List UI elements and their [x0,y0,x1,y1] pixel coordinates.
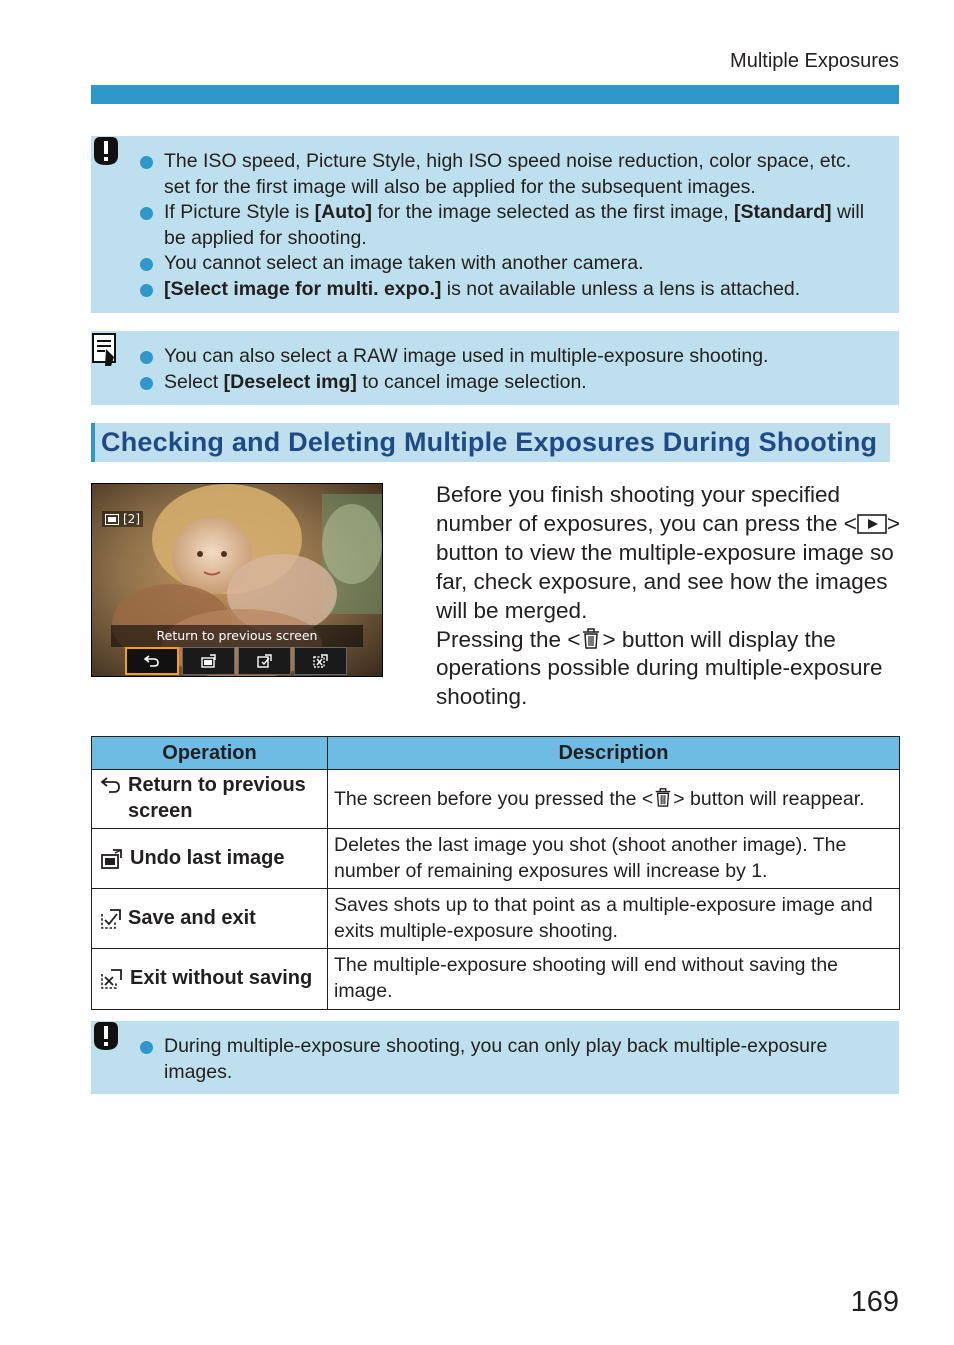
camera-screen-image [91,483,383,677]
memo-box [91,331,899,405]
table-row [92,770,900,829]
description-cell: The multiple-exposure shooting will end without saving the image. [328,949,900,1009]
caution-list [138,1034,878,1085]
memo-item: Select [Deselect img] to cancel image selection. [138,370,878,396]
exit-without-saving-icon [100,968,124,990]
screen-operation-buttons [125,647,347,675]
caution-item: During multiple-exposure shooting, you can only play back multiple-exposure images. [138,1034,878,1085]
description-cell: The screen before you pressed the < > button will reappear. [328,770,900,829]
running-header: Multiple Exposures [730,50,899,72]
memo-item: You can also select a RAW image used in multiple-exposure shooting. [138,344,878,370]
multi-exposure-icon [105,514,119,525]
table-row [92,889,900,949]
screen-return-button[interactable] [125,647,179,675]
page-number: 169 [850,1286,899,1318]
header-bar [91,85,899,104]
return-icon [100,776,122,794]
caution-list [138,149,878,303]
caution-item: You cannot select an image taken with another camera. [138,251,878,277]
undo-image-icon [100,848,124,870]
memo-list [138,344,878,395]
column-header-operation: Operation [92,737,328,770]
operation-cell: Return to previous screen [92,770,328,829]
save-exit-icon [100,908,122,930]
screen-undo-button[interactable] [182,647,235,675]
operation-cell: Exit without saving [92,949,328,1009]
caution-box [91,1021,899,1094]
operations-table [91,736,900,1010]
section-heading [91,423,890,462]
trash-icon [653,786,673,808]
section-title: Checking and Deleting Multiple Exposures During Shooting [101,427,878,457]
trash-icon [580,626,602,650]
screen-exit-no-save-button[interactable] [294,647,347,675]
memo-icon [91,332,121,368]
save-exit-icon [257,654,273,668]
caution-icon [91,136,121,168]
description-cell: Saves shots up to that point as a multiple-exposure image and exits multiple-exposure shooting. [328,889,900,949]
exit-without-saving-icon [313,654,329,668]
screen-caption: Return to previous screen [111,625,363,647]
screen-save-exit-button[interactable] [238,647,291,675]
intro-paragraph-1: Before you finish shooting your specified number of exposures, you can press the < > button to view the multiple-exposure image so far, check exposure, and see how the images will be merged. [436,482,901,623]
caution-item: The ISO speed, Picture Style, high ISO speed noise reduction, color space, etc. set for the first image will also be applied for the subsequent images. [138,149,878,200]
intro-text [436,481,904,712]
return-icon [144,654,160,668]
exposure-counter: [2] [102,511,143,527]
playback-button-icon [857,514,887,534]
caution-item: [Select image for multi. expo.] is not available unless a lens is attached. [138,277,878,303]
column-header-description: Description [328,737,900,770]
undo-image-icon [201,654,217,668]
operation-cell: Save and exit [92,889,328,949]
caution-item: If Picture Style is [Auto] for the image selected as the first image, [Standard] will be applied for shooting. [138,200,878,251]
intro-paragraph-2: Pressing the < > button will display the operations possible during multiple-exposure shooting. [436,626,883,710]
description-cell: Deletes the last image you shot (shoot another image). The number of remaining exposures will increase by 1. [328,829,900,889]
table-row [92,949,900,1009]
caution-box [91,136,899,313]
operation-cell: Undo last image [92,829,328,889]
table-row [92,829,900,889]
caution-icon [91,1021,121,1053]
